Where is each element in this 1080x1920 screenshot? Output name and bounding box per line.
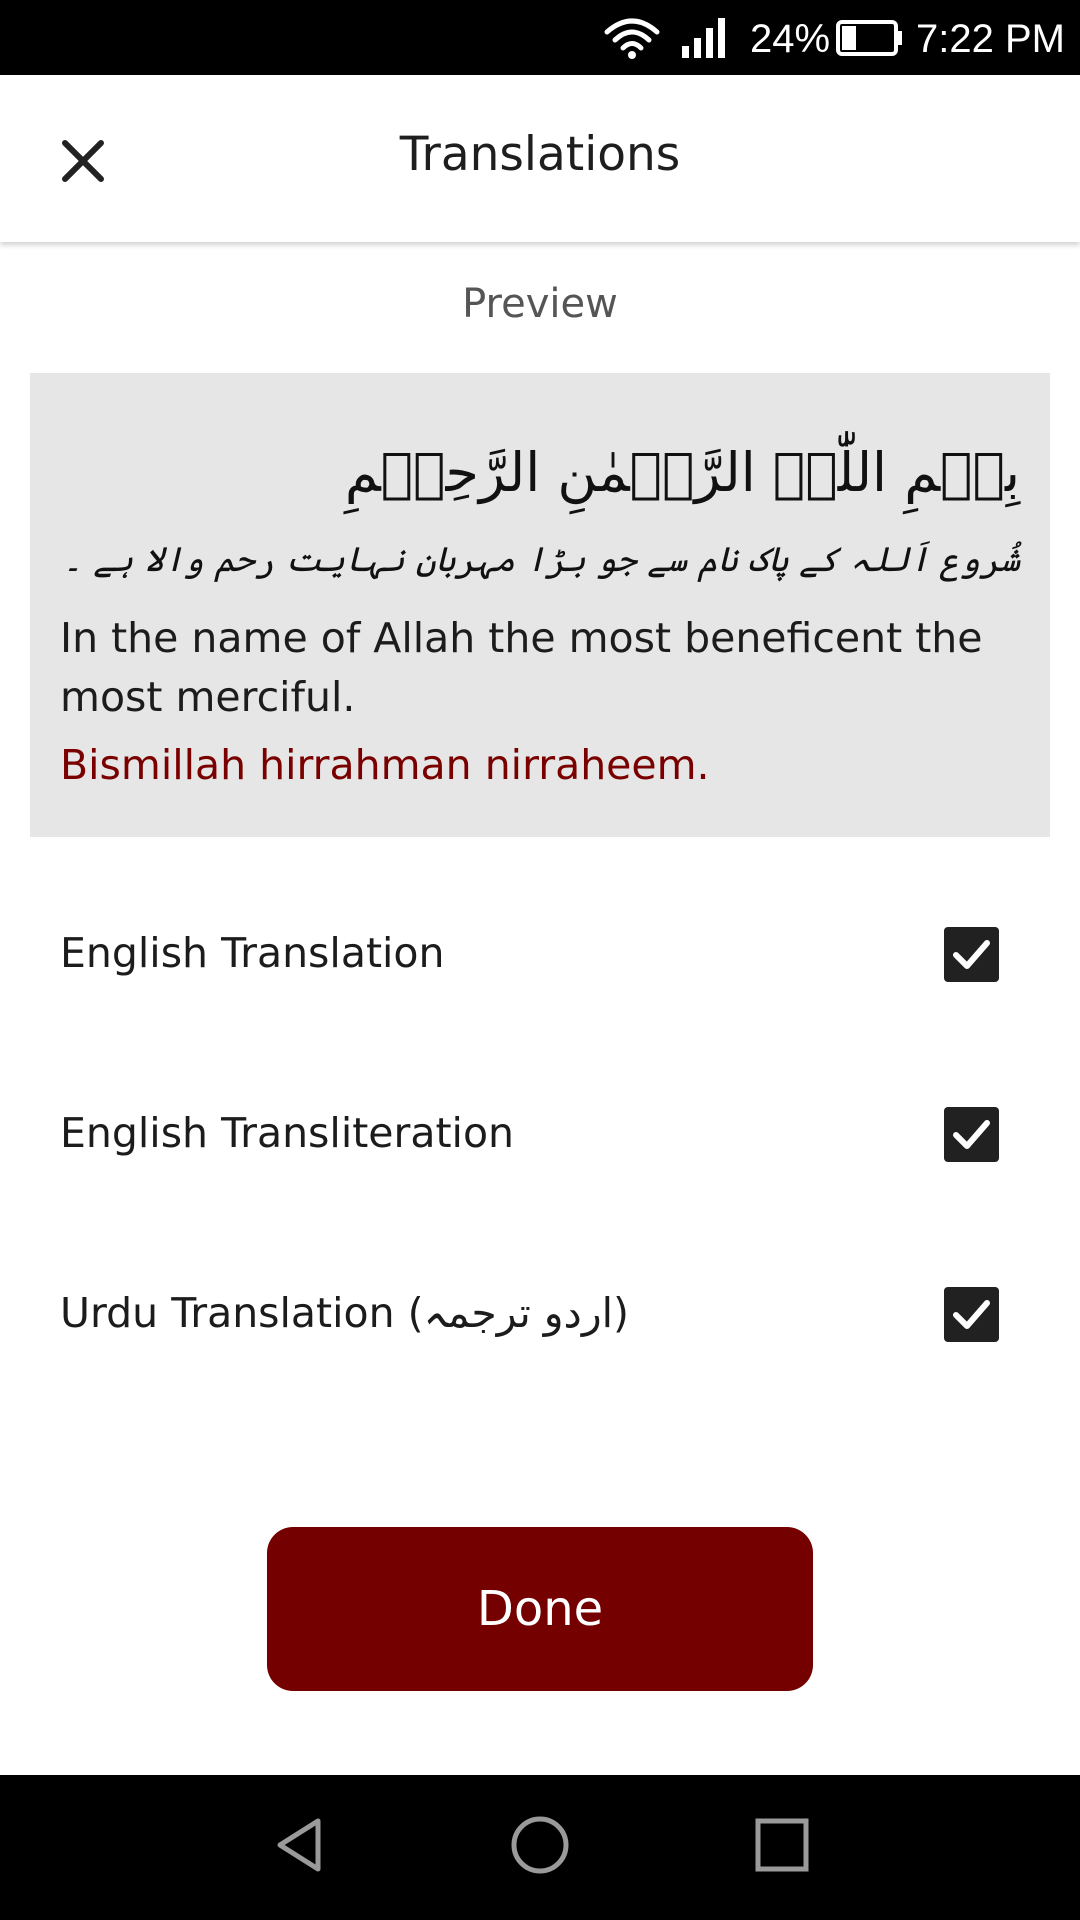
check-icon bbox=[950, 1113, 993, 1156]
option-label: English Transliteration bbox=[60, 1109, 515, 1157]
battery-percent: 24% bbox=[750, 17, 831, 61]
done-button[interactable]: Done bbox=[267, 1527, 813, 1691]
english-transliteration-checkbox[interactable] bbox=[944, 1107, 999, 1162]
transliteration-text: Bismillah hirrahman nirraheem. bbox=[60, 741, 710, 789]
preview-label: Preview bbox=[462, 281, 618, 327]
wifi-icon bbox=[603, 14, 661, 65]
back-icon[interactable] bbox=[270, 1815, 330, 1879]
home-icon[interactable] bbox=[510, 1815, 570, 1879]
arabic-verse: بِسۡمِ اللّٰہِ الرَّحۡمٰنِ الرَّحِیۡمِ bbox=[344, 441, 1020, 504]
clock: 7:22 PM bbox=[916, 17, 1065, 61]
option-urdu-translation[interactable] bbox=[0, 1253, 1080, 1373]
page-title: Translations bbox=[399, 127, 681, 182]
recents-icon[interactable] bbox=[752, 1815, 812, 1879]
option-label: English Translation bbox=[60, 929, 445, 977]
urdu-translation-text: شُروع اَللہ کے پاک نام سے جو بڑا مہربان نہایت رحم والا ہے ۔ bbox=[62, 540, 1020, 580]
urdu-translation-checkbox[interactable] bbox=[944, 1287, 999, 1342]
english-translation-checkbox[interactable] bbox=[944, 927, 999, 982]
signal-icon bbox=[680, 14, 728, 65]
option-label: Urdu Translation (اردو ترجمہ) bbox=[60, 1289, 630, 1337]
battery-icon bbox=[836, 20, 904, 61]
check-icon bbox=[950, 1293, 993, 1336]
option-english-transliteration[interactable] bbox=[0, 1073, 1080, 1193]
check-icon bbox=[950, 933, 993, 976]
preview-box bbox=[30, 373, 1050, 837]
app-bar bbox=[0, 75, 1080, 242]
english-translation-text: In the name of Allah the most beneficent the most merciful. bbox=[60, 614, 983, 721]
option-english-translation[interactable] bbox=[0, 893, 1080, 1013]
status-bar bbox=[0, 0, 1080, 75]
navigation-bar bbox=[0, 1775, 1080, 1920]
